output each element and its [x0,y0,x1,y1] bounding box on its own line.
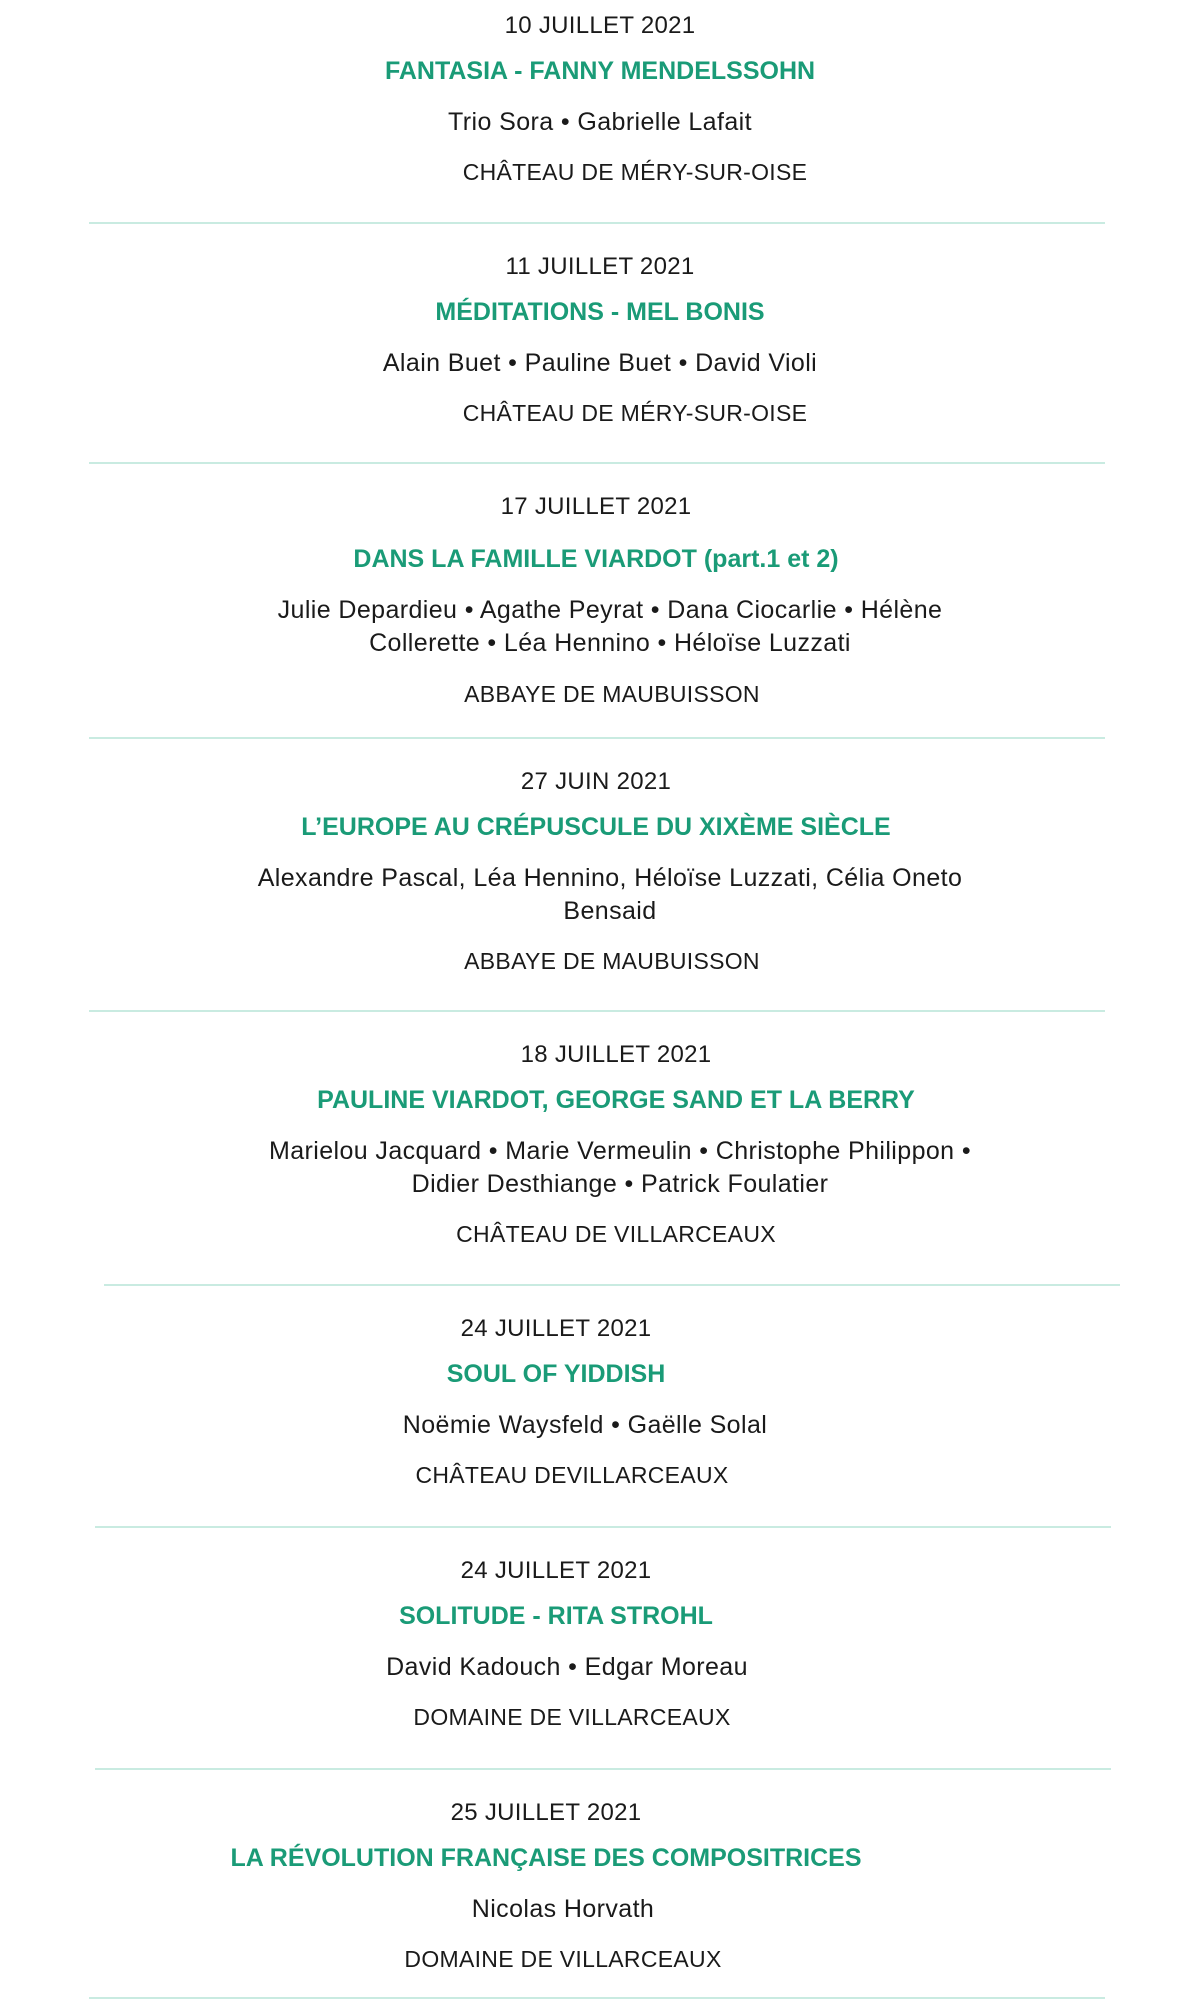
event-date: 24 JUILLET 2021 [460,1557,652,1584]
event-venue: CHÂTEAU DEVILLARCEAUX [415,1462,729,1488]
event-title[interactable]: SOUL OF YIDDISH [446,1360,666,1388]
event-title[interactable]: FANTASIA - FANNY MENDELSSOHN [384,57,816,85]
event-title[interactable]: DANS LA FAMILLE VIARDOT (part.1 et 2) [353,545,839,573]
event-artists: Marielou Jacquard • Marie Vermeulin • Christophe Philippon • Didier Desthiange • Patrick Foulatier [269,1137,971,1198]
event-date: 27 JUIN 2021 [520,768,672,795]
event-date: 24 JUILLET 2021 [460,1315,652,1342]
event-date: 17 JUILLET 2021 [500,493,692,520]
event-artists: Alain Buet • Pauline Buet • David Violi [382,349,818,377]
event-artists: David Kadouch • Edgar Moreau [386,1653,748,1681]
divider [89,1997,1105,1999]
event-title[interactable]: L’EUROPE AU CRÉPUSCULE DU XIXÈME SIÈCLE [301,813,891,841]
divider [104,1284,1120,1286]
event-venue: ABBAYE DE MAUBUISSON [464,948,760,974]
event-venue: CHÂTEAU DE VILLARCEAUX [456,1221,776,1247]
event-venue: DOMAINE DE VILLARCEAUX [404,1946,722,1972]
divider [95,1768,1111,1770]
event-date: 18 JUILLET 2021 [520,1041,712,1068]
event-artists: Noëmie Waysfeld • Gaëlle Solal [402,1411,768,1439]
divider [89,737,1105,739]
event-artists: Julie Depardieu • Agathe Peyrat • Dana Ciocarlie • Hélène Collerette • Léa Hennino • Héloïse Luzzati [277,596,943,657]
divider [89,462,1105,464]
event-title[interactable]: SOLITUDE - RITA STROHL [399,1602,713,1630]
divider [89,1010,1105,1012]
event-artists: Alexandre Pascal, Léa Hennino, Héloïse Luzzati, Célia Oneto Bensaid [257,864,963,925]
event-date: 25 JUILLET 2021 [450,1799,642,1826]
event-date: 11 JUILLET 2021 [505,253,695,280]
event-title[interactable]: LA RÉVOLUTION FRANÇAISE DES COMPOSITRICES [230,1844,862,1872]
divider [89,222,1105,224]
event-venue: CHÂTEAU DE MÉRY-SUR-OISE [462,400,808,426]
event-artists: Trio Sora • Gabrielle Lafait [448,108,752,136]
event-title[interactable]: MÉDITATIONS - MEL BONIS [435,298,765,326]
event-venue: ABBAYE DE MAUBUISSON [464,681,760,707]
event-artists: Nicolas Horvath [471,1895,655,1923]
event-venue: CHÂTEAU DE MÉRY-SUR-OISE [462,159,808,185]
divider [95,1526,1111,1528]
event-title[interactable]: PAULINE VIARDOT, GEORGE SAND ET LA BERRY [317,1086,915,1114]
event-date: 10 JUILLET 2021 [504,12,696,39]
event-venue: DOMAINE DE VILLARCEAUX [413,1704,731,1730]
